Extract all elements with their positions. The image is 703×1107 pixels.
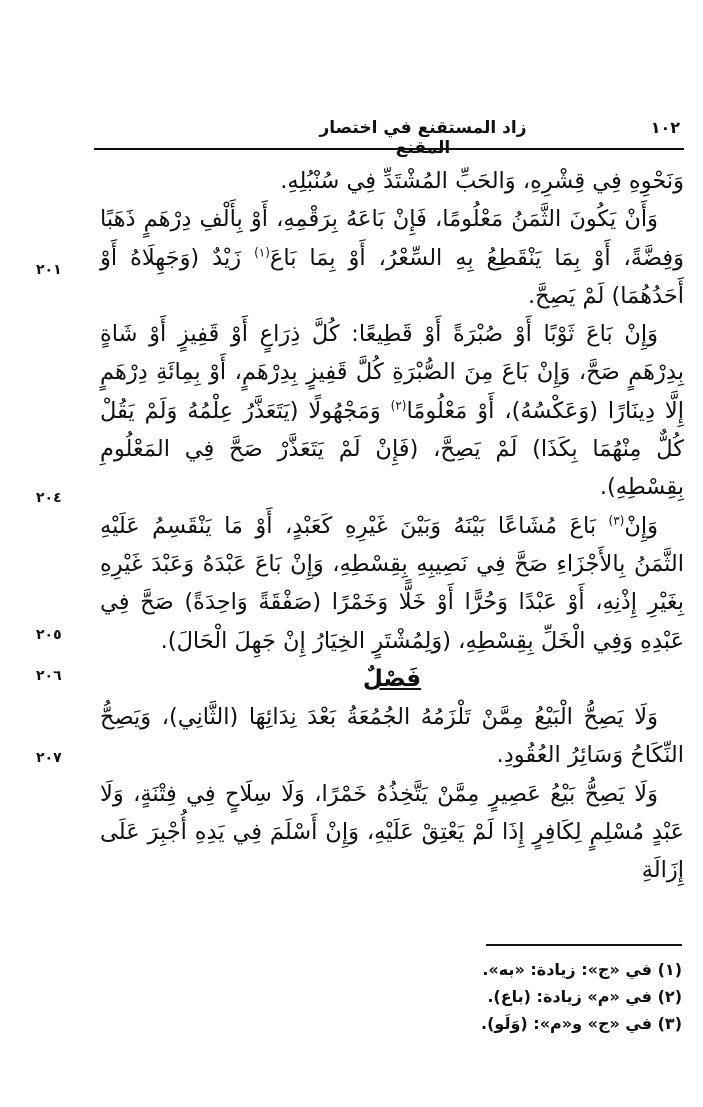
margin-number: ٢٠١ [36, 262, 62, 278]
paragraph-4 [100, 507, 684, 660]
footnote-rule [486, 944, 682, 946]
margin-number: ٢٠٥ [36, 627, 62, 643]
footnote-3: (٣) في «ج» و«م»: (وَلَو). [481, 1014, 682, 1033]
footnote-ref-3: (٣) [608, 513, 625, 528]
margin-number: ٢٠٦ [36, 668, 62, 684]
footnote-ref-1: (١) [254, 245, 270, 260]
footnote-2: (٢) في «م» زيادة: (باع). [487, 987, 682, 1006]
page-number: ١٠٢ [650, 118, 680, 137]
paragraph-4-text-a: وَإِنْ [624, 512, 658, 539]
section-heading: فَصْلٌ [362, 665, 422, 692]
paragraph-3 [100, 315, 684, 506]
paragraph-2 [100, 200, 684, 315]
paragraph-3-text-a: وَإِنْ بَاعَ ثَوْبًا أَوْ صُبْرَةً أَوْ قَطِيعًا: كُلَّ ذِرَاعٍ أَوْ قَفِيزٍ أَوْ شَاةٍ بِدِرْهَمٍ صَحَّ، وَإِنْ بَاعَ مِنَ الصُّبْرَةِ كُلَّ قَفِيزٍ بِدِرْهَمٍ، أَوْ بِمِائَةِ دِرْهَمٍ إِلَّا دِينَارًا (وَعَكْسُهُ)، أَوْ مَعْلُومًا [100, 321, 684, 424]
paragraph-1: وَنَحْوِهِ فِي قِشْرِهِ، وَالحَبِّ المُشْتَدِّ فِي سُنْبُلِهِ. [280, 168, 684, 194]
footnotes [300, 956, 682, 1037]
paragraph-6: وَلَا يَصِحُّ بَيْعُ عَصِيرٍ مِمَّنْ يَتَّخِذُهُ خَمْرًا، وَلَا سِلَاحٍ فِي فِتْنَةٍ، وَلَا عَبْدٍ مُسْلِمٍ لِكَافِرٍ إِذَا لَمْ يَعْتِقْ عَلَيْهِ، وَإِنْ أَسْلَمَ فِي يَدِهِ أُجْبِرَ عَلَى إِزَالَةِ [100, 780, 684, 884]
paragraph-2-end: زَيْدٌ (وَجَهِلَاهُ أَوْ أَحَدُهُمَا) لَمْ يَصِحَّ. [100, 244, 684, 309]
margin-number: ٢٠٤ [36, 490, 62, 506]
paragraph-2-text: وَأَنْ يَكُونَ الثَّمَنُ مَعْلُومًا، فَإِنْ بَاعَهُ بِرَقْمِهِ، أَوْ بِأَلْفِ دِرْهَمٍ ذَهَبًا وَفِضَّةً، أَوْ بِمَا يَنْقَطِعُ بِهِ السِّعْرُ، أَوْ بِمَا بَاعَ [100, 206, 685, 271]
paragraph-5: وَلَا يَصِحُّ الْبَيْعُ مِمَّنْ تَلْزَمُهُ الجُمُعَةُ بَعْدَ نِدَائِهَا (الثَّانِي)، وَيَصِحُّ النِّكَاحُ وَسَائِرُ العُقُودِ. [100, 704, 684, 769]
footnote-1: (١) في «ج»: زيادة: «به». [482, 960, 682, 979]
main-text [100, 162, 684, 890]
footnote-ref-2: (٢) [390, 398, 407, 413]
paragraph-4-text-b: بَاعَ مُشَاعًا بَيْنَهُ وَبَيْنَ غَيْرِهِ كَعَبْدٍ، أَوْ مَا يَنْقَسِمُ عَلَيْهِ الثَّمَنُ بِالأَجْزَاءِ صَحَّ فِي نَصِيبِهِ بِقِسْطِهِ، وَإِنْ بَاعَ عَبْدَهُ وَعَبْدَ غَيْرِهِ بِغَيْرِ إِذْنِهِ، أَوْ عَبْدًا وَحُرًّا أَوْ خَلًّا وَخَمْرًا (صَفْقَةً وَاحِدَةً) صَحَّ فِي عَبْدِهِ وَفِي الْخَلِّ بِقِسْطِهِ، (وَلِمُشْتَرٍ الخِيَارُ إِنْ جَهِلَ الْحَالَ). [100, 512, 684, 654]
paragraph-3-text-b: وَمَجْهُولًا (يَتَعَذَّرُ عِلْمُهُ وَلَمْ يَقُلْ كُلٌّ مِنْهُمَا بِكَذَا) لَمْ يَصِحَّ، (فَإِنْ لَمْ يَتَعَذَّرْ صَحَّ فِي المَعْلُومِ بِقِسْطِهِ). [100, 397, 684, 501]
margin-number: ٢٠٧ [36, 750, 62, 766]
header-rule [94, 148, 684, 150]
running-header-title: زاد المستقنع في اختصار المقنع [319, 118, 527, 158]
